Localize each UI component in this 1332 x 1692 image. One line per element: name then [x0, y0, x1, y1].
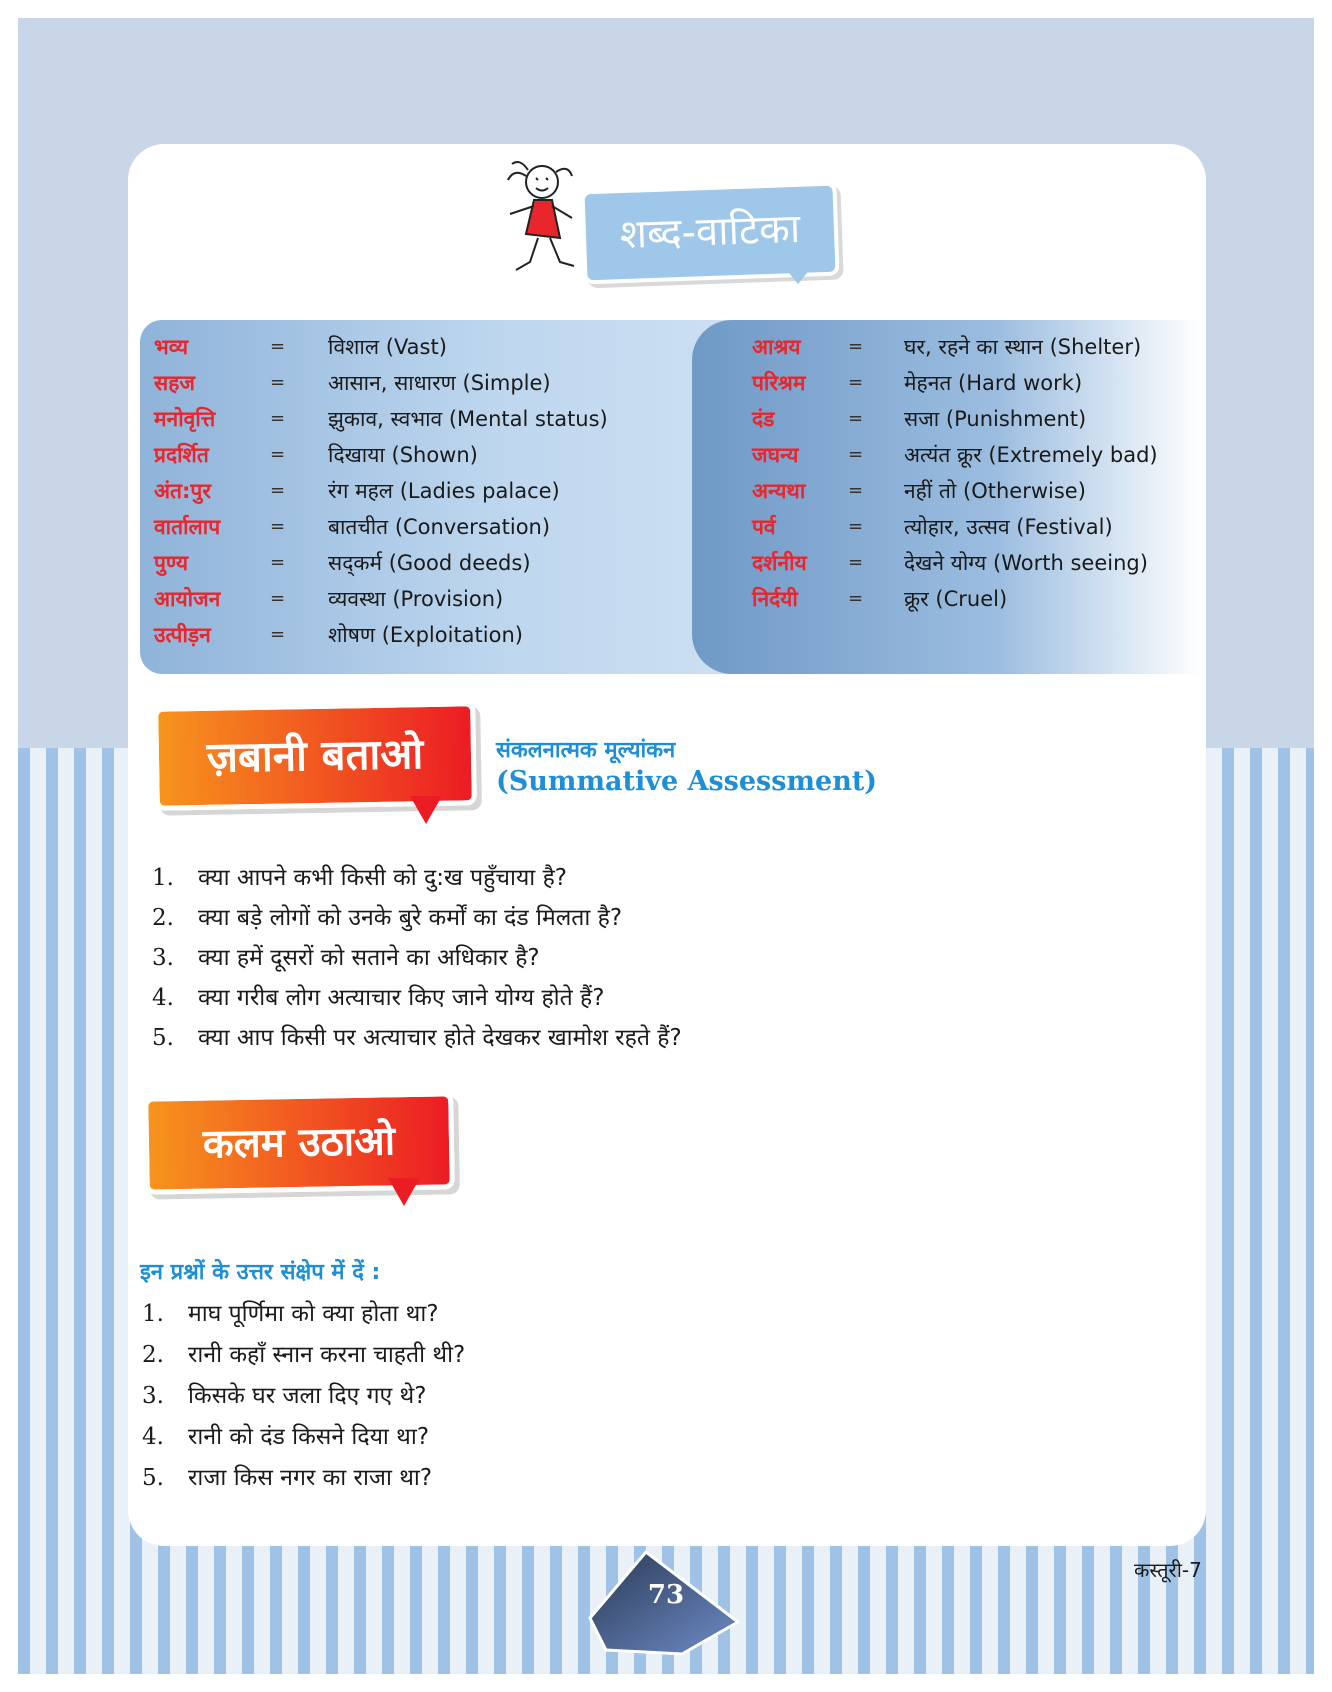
equals-sign: = [848, 588, 864, 609]
equals-sign: = [848, 444, 864, 465]
equals-sign: = [270, 408, 286, 429]
equals-sign: = [848, 552, 864, 573]
question-text: रानी कहाँ स्नान करना चाहती थी? [188, 1342, 466, 1368]
equals-sign: = [848, 480, 864, 501]
vocab-meaning: मेहनत (Hard work) [904, 371, 1083, 395]
vocab-word: अन्यथा [752, 479, 806, 503]
vocab-word: निर्दयी [752, 587, 798, 611]
question-number: 1. [152, 865, 174, 891]
vocab-word: सहज [154, 371, 195, 395]
vocab-meaning: बातचीत (Conversation) [328, 515, 551, 539]
equals-sign: = [848, 516, 864, 537]
vocab-meaning: दिखाया (Shown) [328, 443, 478, 467]
vocab-meaning: व्यवस्था (Provision) [328, 587, 504, 611]
question-text: राजा किस नगर का राजा था? [188, 1465, 433, 1491]
instruction-text: इन प्रश्नों के उत्तर संक्षेप में दें : [140, 1260, 381, 1285]
question-number: 4. [152, 985, 174, 1011]
question-number: 2. [142, 1342, 164, 1368]
vocab-word: उत्पीड़न [154, 623, 211, 647]
question-text: क्या हमें दूसरों को सताने का अधिकार है? [198, 945, 540, 971]
oral-section-heading: ज़बानी बताओ [153, 701, 477, 811]
question-text: माघ पूर्णिमा को क्या होता था? [188, 1301, 439, 1327]
question-text: क्या गरीब लोग अत्याचार किए जाने योग्य होते हैं? [198, 985, 605, 1011]
page-number: 73 [647, 1580, 685, 1610]
book-title: कस्तूरी-7 [1134, 1558, 1202, 1582]
question-number: 3. [152, 945, 174, 971]
equals-sign: = [270, 480, 286, 501]
question-number: 5. [142, 1465, 164, 1491]
equals-sign: = [270, 372, 286, 393]
bubble-tail [410, 796, 442, 824]
equals-sign: = [270, 516, 286, 537]
word-garden-heading: शब्द-वाटिका [580, 182, 839, 285]
written-section-heading: कलम उठाओ [143, 1091, 455, 1194]
question-text: रानी को दंड किसने दिया था? [188, 1424, 430, 1450]
equals-sign: = [848, 408, 864, 429]
vocab-word: परिश्रम [752, 371, 806, 395]
summative-assessment-english: (Summative Assessment) [496, 766, 878, 797]
vocab-meaning: सजा (Punishment) [904, 407, 1087, 431]
vocab-meaning: रंग महल (Ladies palace) [328, 479, 560, 503]
question-text: क्या आप किसी पर अत्याचार होते देखकर खामोश रहते हैं? [198, 1025, 682, 1051]
question-text: किसके घर जला दिए गए थे? [188, 1383, 427, 1409]
question-number: 4. [142, 1424, 164, 1450]
bubble-tail [780, 262, 816, 284]
vocab-word: वार्तालाप [154, 515, 221, 539]
equals-sign: = [270, 444, 286, 465]
question-number: 3. [142, 1383, 164, 1409]
vocab-meaning: शोषण (Exploitation) [328, 623, 523, 647]
equals-sign: = [848, 336, 864, 357]
vocab-word: मनोवृत्ति [154, 407, 216, 431]
vocab-word: भव्य [154, 335, 189, 359]
vocab-meaning: त्योहार, उत्सव (Festival) [904, 515, 1113, 539]
vocab-word: जघन्य [752, 443, 799, 467]
equals-sign: = [270, 336, 286, 357]
vocab-word: दंड [752, 407, 775, 431]
equals-sign: = [270, 624, 286, 645]
vocab-meaning: अत्यंत क्रूर (Extremely bad) [904, 443, 1158, 467]
vocab-meaning: आसान, साधारण (Simple) [328, 371, 551, 395]
vocab-meaning: देखने योग्य (Worth seeing) [904, 551, 1148, 575]
vocab-word: आयोजन [154, 587, 221, 611]
equals-sign: = [270, 588, 286, 609]
equals-sign: = [270, 552, 286, 573]
question-text: क्या बड़े लोगों को उनके बुरे कर्मों का दंड मिलता है? [198, 905, 623, 931]
question-number: 2. [152, 905, 174, 931]
vocab-word: पुण्य [154, 551, 189, 575]
equals-sign: = [848, 372, 864, 393]
vocab-word: पर्व [752, 515, 776, 539]
vocab-meaning: सद्कर्म (Good deeds) [328, 551, 531, 575]
vocab-word: प्रदर्शित [154, 443, 209, 467]
vocab-word: दर्शनीय [752, 551, 807, 575]
vocab-meaning: झुकाव, स्वभाव (Mental status) [328, 407, 608, 431]
vocab-meaning: विशाल (Vast) [328, 335, 447, 359]
vocab-word: अंत:पुर [154, 479, 211, 503]
girl-cartoon-icon [490, 158, 590, 290]
vocab-meaning: घर, रहने का स्थान (Shelter) [904, 335, 1142, 359]
question-number: 1. [142, 1301, 164, 1327]
vocab-meaning: नहीं तो (Otherwise) [904, 479, 1086, 503]
bubble-tail [388, 1178, 420, 1206]
question-text: क्या आपने कभी किसी को दु:ख पहुँचाया है? [198, 865, 567, 891]
vocab-word: आश्रय [752, 335, 801, 359]
question-number: 5. [152, 1025, 174, 1051]
vocab-meaning: क्रूर (Cruel) [904, 587, 1008, 611]
summative-assessment-hindi: संकलनात्मक मूल्यांकन [496, 738, 676, 763]
